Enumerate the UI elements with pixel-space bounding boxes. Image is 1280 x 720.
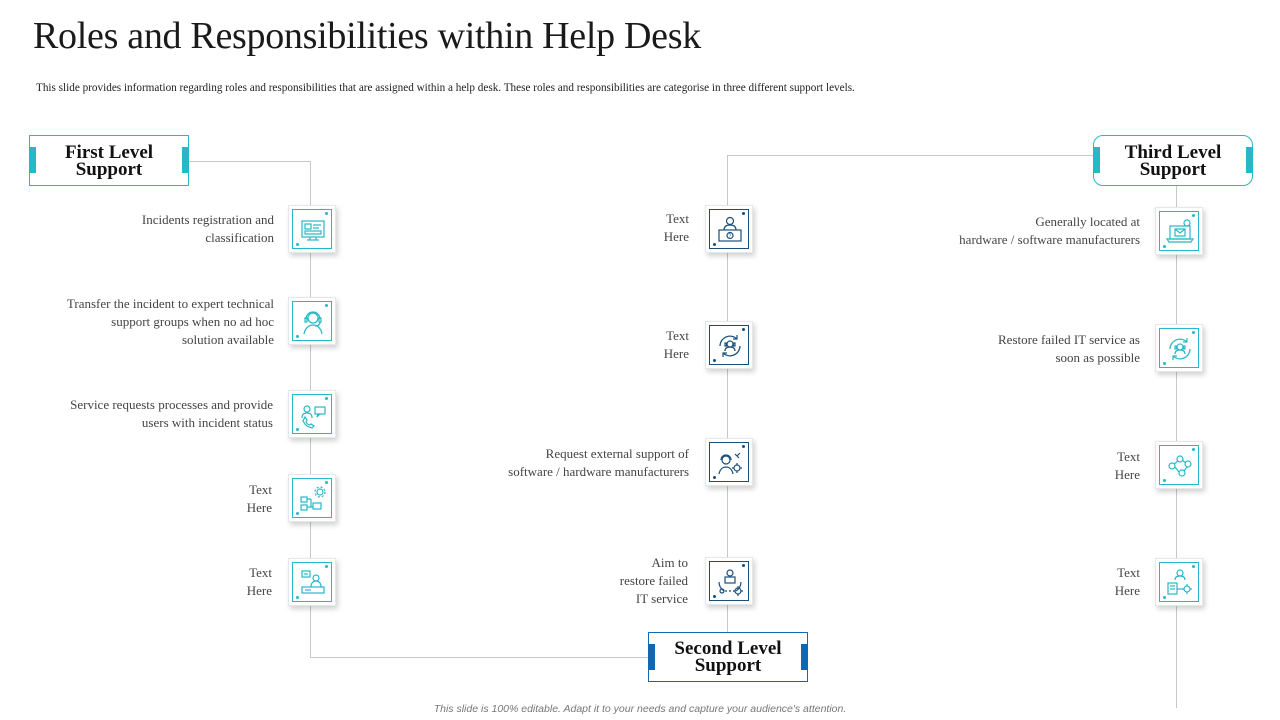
phone-call-chat-icon [289,391,337,439]
first-level-header-label: First Level Support [64,141,154,180]
first-level-item-2-text: Transfer the incident to expert technical support groups when no ad hoc solution available [66,296,274,347]
third-level-item-4-text: Text Here [1114,565,1140,598]
third-level-item-1-text: Generally located at hardware / software manufacturers [959,214,1140,247]
third-level-item-3-box [1155,441,1203,489]
first-level-item-4-box [288,474,336,522]
footer-note: This slide is 100% editable. Adapt it to your needs and capture your audience's attention. [433,703,847,715]
service-cycle-icon [706,558,754,606]
monitor-dashboard-icon [289,206,337,254]
connector-bottom-horizontal [310,657,649,658]
second-level-item-1-box [705,205,753,253]
third-level-item-4-box [1155,558,1203,606]
first-level-item-1-text: Incidents registration and classification [141,212,274,245]
laptop-mail-icon [1156,208,1204,256]
connector-top-horizontal [727,155,1094,156]
second-level-item-3-text: Request external support of software / hardware manufacturers [508,446,689,479]
third-level-item-2-box [1155,324,1203,372]
user-document-gear-icon [1156,559,1204,607]
network-gear-icon [289,475,337,523]
headset-refresh-icon [1156,325,1204,373]
second-level-item-2-text: Text Here [663,328,689,361]
first-level-item-3-text: Service requests processes and provide users with incident status [70,397,273,430]
first-level-item-5-box [288,558,336,606]
second-level-item-4-text: Aim to restore failed IT service [619,555,688,606]
third-level-header-label: Third Level Support [1124,141,1222,180]
second-level-item-1-text: Text Here [663,211,689,244]
connector-first-horizontal [189,161,311,162]
headset-refresh-icon [706,322,754,370]
third-level-header [1093,135,1253,186]
support-agent-icon [289,298,337,346]
third-level-item-3-text: Text Here [1114,449,1140,482]
svg-text:?: ? [728,233,732,240]
first-level-item-4-text: Text Here [246,482,272,515]
first-level-item-2-box [288,297,336,345]
helpdesk-desk-icon [289,559,337,607]
first-level-item-1-box [288,205,336,253]
third-level-item-1-box [1155,207,1203,255]
page-title: Roles and Responsibilities within Help Desk [33,15,701,57]
second-level-item-2-box [705,321,753,369]
help-desk-question-icon [706,206,754,254]
network-nodes-icon [1156,442,1204,490]
second-level-item-3-box [705,438,753,486]
second-level-item-4-box [705,557,753,605]
technician-tools-icon [706,439,754,487]
second-level-header [648,632,808,682]
first-level-item-3-box [288,390,336,438]
second-level-header-label: Second Level Support [674,638,782,676]
page-subtitle: This slide provides information regarding roles and responsibilities that are assigned within a help desk. These roles and responsibilities are categorise in three different support levels. [36,82,855,94]
first-level-item-5-text: Text Here [246,565,272,598]
first-level-header [29,135,189,186]
third-level-item-2-text: Restore failed IT service as soon as possible [998,332,1140,365]
